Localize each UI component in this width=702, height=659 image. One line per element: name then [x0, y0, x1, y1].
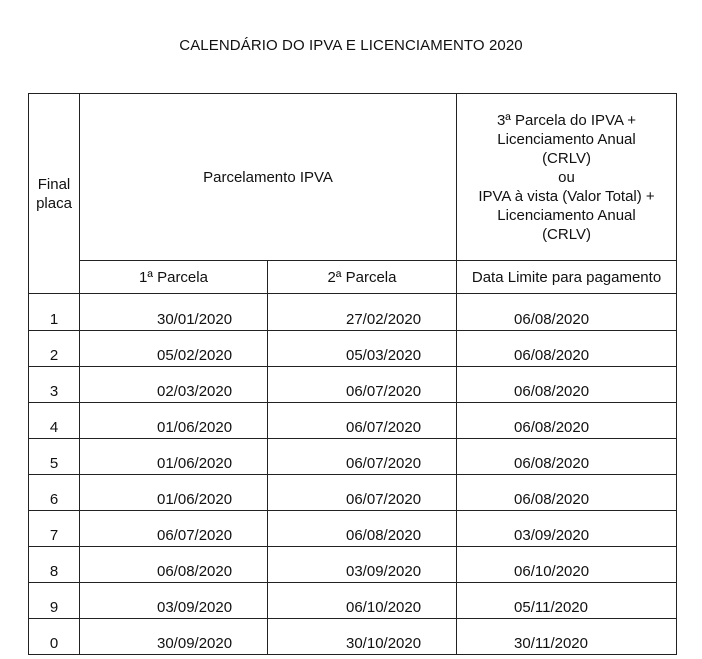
header-terceira-line: 3ª Parcela do IPVA + [496, 111, 637, 129]
cell-data-limite: 06/08/2020 [457, 403, 677, 439]
header-data-limite: Data Limite para pagamento [457, 261, 677, 294]
table-row [29, 403, 677, 439]
cell-2a-parcela: 06/10/2020 [268, 583, 457, 619]
table-body [29, 294, 677, 655]
cell-final-placa: 1 [29, 294, 80, 331]
header-terceira-line: IPVA à vista (Valor Total) + [478, 187, 655, 205]
ipva-calendar-table [28, 93, 677, 655]
cell-final-placa: 8 [29, 547, 80, 583]
header-terceira-line: Licenciamento Anual [497, 130, 636, 148]
header-terceira-parcela [457, 94, 677, 261]
cell-data-limite: 06/08/2020 [457, 367, 677, 403]
header-2a-parcela: 2ª Parcela [268, 261, 457, 294]
cell-1a-parcela: 30/01/2020 [80, 294, 268, 331]
header-final-placa-line1: Final [37, 175, 71, 193]
cell-1a-parcela: 02/03/2020 [80, 367, 268, 403]
subheader-row [29, 261, 677, 294]
cell-data-limite: 30/11/2020 [457, 619, 677, 655]
cell-final-placa: 7 [29, 511, 80, 547]
cell-1a-parcela: 01/06/2020 [80, 439, 268, 475]
cell-final-placa: 2 [29, 331, 80, 367]
cell-data-limite: 06/08/2020 [457, 475, 677, 511]
cell-1a-parcela: 06/08/2020 [80, 547, 268, 583]
cell-2a-parcela: 06/08/2020 [268, 511, 457, 547]
cell-final-placa: 9 [29, 583, 80, 619]
table-row [29, 475, 677, 511]
cell-1a-parcela: 05/02/2020 [80, 331, 268, 367]
cell-data-limite: 06/10/2020 [457, 547, 677, 583]
header-final-placa [29, 94, 80, 294]
cell-final-placa: 4 [29, 403, 80, 439]
cell-2a-parcela: 30/10/2020 [268, 619, 457, 655]
cell-data-limite: 05/11/2020 [457, 583, 677, 619]
cell-data-limite: 06/08/2020 [457, 439, 677, 475]
header-parcelamento-ipva: Parcelamento IPVA [80, 94, 457, 261]
cell-1a-parcela: 01/06/2020 [80, 403, 268, 439]
cell-2a-parcela: 05/03/2020 [268, 331, 457, 367]
cell-final-placa: 6 [29, 475, 80, 511]
cell-data-limite: 06/08/2020 [457, 331, 677, 367]
cell-final-placa: 0 [29, 619, 80, 655]
table-row [29, 583, 677, 619]
table-row [29, 547, 677, 583]
header-terceira-line: (CRLV) [542, 225, 591, 243]
cell-2a-parcela: 03/09/2020 [268, 547, 457, 583]
table-row [29, 511, 677, 547]
cell-final-placa: 5 [29, 439, 80, 475]
header-final-placa-line2: placa [36, 194, 72, 212]
table-row [29, 439, 677, 475]
table-row [29, 294, 677, 331]
cell-2a-parcela: 06/07/2020 [268, 439, 457, 475]
cell-final-placa: 3 [29, 367, 80, 403]
header-terceira-line: Licenciamento Anual [497, 206, 636, 224]
header-terceira-line: ou [558, 168, 575, 186]
cell-2a-parcela: 27/02/2020 [268, 294, 457, 331]
cell-2a-parcela: 06/07/2020 [268, 403, 457, 439]
table-row [29, 619, 677, 655]
table-row [29, 331, 677, 367]
cell-2a-parcela: 06/07/2020 [268, 475, 457, 511]
cell-1a-parcela: 03/09/2020 [80, 583, 268, 619]
header-1a-parcela: 1ª Parcela [80, 261, 268, 294]
cell-1a-parcela: 30/09/2020 [80, 619, 268, 655]
header-row [29, 94, 677, 261]
cell-1a-parcela: 06/07/2020 [80, 511, 268, 547]
page-title: CALENDÁRIO DO IPVA E LICENCIAMENTO 2020 [179, 37, 523, 54]
cell-1a-parcela: 01/06/2020 [80, 475, 268, 511]
cell-data-limite: 06/08/2020 [457, 294, 677, 331]
table-row [29, 367, 677, 403]
cell-data-limite: 03/09/2020 [457, 511, 677, 547]
header-terceira-line: (CRLV) [542, 149, 591, 167]
cell-2a-parcela: 06/07/2020 [268, 367, 457, 403]
